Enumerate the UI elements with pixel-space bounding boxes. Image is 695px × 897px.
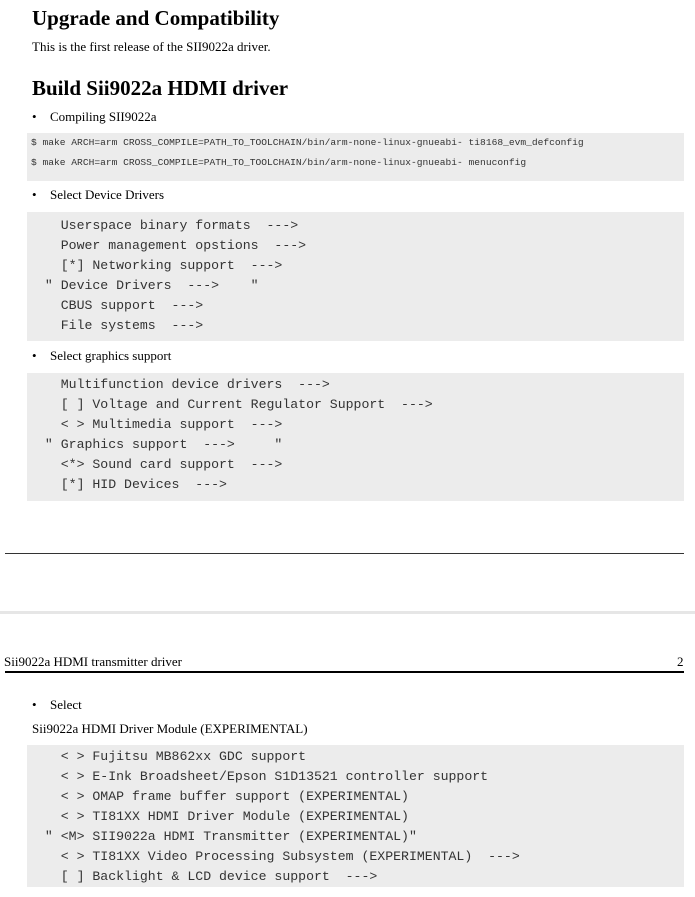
code-block-graphics [27,373,684,501]
bullet-select-device-drivers: • Select Device Drivers [32,187,165,202]
code-line: [*] HID Devices ---> [37,477,227,492]
heading-build-driver: Build Sii9022a HDMI driver [32,76,289,100]
code-line: Power management opstions ---> [37,238,307,253]
code-line: File systems ---> [37,318,204,333]
code-line: < > OMAP frame buffer support (EXPERIMENTAL) [37,789,409,804]
page-header-title: Sii9022a HDMI transmitter driver [4,654,182,669]
code-line: " <M> SII9022a HDMI Transmitter (EXPERIMENTAL)" [37,829,417,844]
bullet-text: Compiling SII9022a [50,109,157,124]
code-line: Userspace binary formats ---> [37,218,299,233]
code-line: < > Multimedia support ---> [37,417,283,432]
page-footer-rule [5,553,684,554]
page-header-rule [5,671,684,673]
bullet-text: Select Device Drivers [50,187,165,202]
code-line: $ make ARCH=arm CROSS_COMPILE=PATH_TO_TOOLCHAIN/bin/arm-none-linux-gnueabi- menuconfig [31,157,527,168]
code-line: Multifunction device drivers ---> [37,377,330,392]
bullet-compiling: • Compiling SII9022a [32,109,157,124]
bullet-text: Select graphics support [50,348,172,363]
code-line: < > Fujitsu MB862xx GDC support [37,749,307,764]
code-line: < > E-Ink Broadsheet/Epson S1D13521 controller support [37,769,489,784]
code-block-device-drivers [27,212,684,341]
code-line: " Graphics support ---> " [37,437,283,452]
code-line: < > TI81XX HDMI Driver Module (EXPERIMENTAL) [37,809,409,824]
code-line: [ ] Voltage and Current Regulator Support ---> [37,397,433,412]
code-block-compile [27,133,684,181]
code-line: CBUS support ---> [37,298,204,313]
heading-upgrade-compatibility: Upgrade and Compatibility [32,6,280,30]
code-line: < > TI81XX Video Processing Subsystem (EXPERIMENTAL) ---> [37,849,520,864]
page-number: 2 [677,654,684,669]
paragraph-driver-module: Sii9022a HDMI Driver Module (EXPERIMENTAL) [32,721,308,736]
page-break [0,611,695,614]
bullet-text: Select [50,697,82,712]
code-line: $ make ARCH=arm CROSS_COMPILE=PATH_TO_TOOLCHAIN/bin/arm-none-linux-gnueabi- ti8168_evm_defconfig [31,137,584,148]
code-line: [*] Networking support ---> [37,258,283,273]
paragraph-first-release: This is the first release of the SII9022a driver. [32,39,271,54]
code-block-hdmi-module [27,745,684,887]
code-line: " Device Drivers ---> " [37,278,259,293]
bullet-select: • Select [32,697,82,712]
code-line: [ ] Backlight & LCD device support ---> [37,869,378,884]
bullet-select-graphics: • Select graphics support [32,348,172,363]
code-line: <*> Sound card support ---> [37,457,283,472]
